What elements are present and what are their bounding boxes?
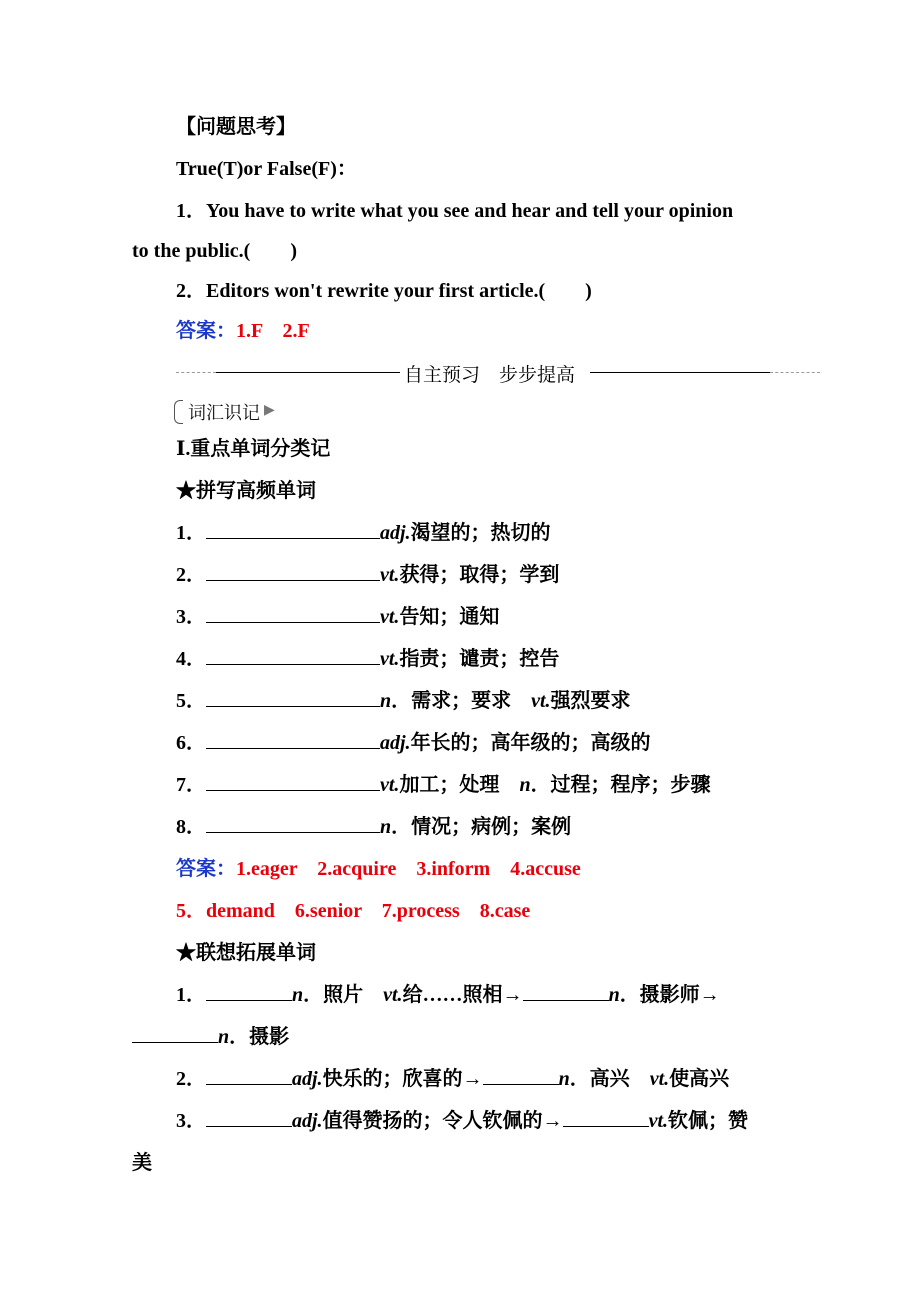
item-number: 1． [176,984,206,1006]
meaning: 告知；通知 [399,606,500,628]
triangle-right-icon: ▶ [264,403,275,418]
meaning: 年长的；高年级的；高级的 [410,732,651,754]
part-of-speech: adj. [380,732,411,754]
answer-blank[interactable] [483,1066,559,1085]
meaning: 快乐的；欣喜的→ [322,1068,483,1090]
meaning: ．摄影 [229,1026,290,1048]
ext-item-1-cont [132,1024,289,1050]
question-1-line-2: to the public.( ) [132,240,297,262]
divider-rule-left [216,372,400,373]
answer-spelling-line-1 [176,856,581,882]
answer-label: 答案： [176,858,236,880]
part-of-speech: vt. [648,1110,668,1132]
subheading-spelling: ★拼写高频单词 [176,480,316,502]
part-of-speech: n [292,984,304,1006]
answer-blank[interactable] [523,982,609,1001]
item-number: 2． [176,564,206,586]
part-of-speech: vt. [649,1068,670,1090]
divider-title: 自主预习 步步提高 [404,364,576,386]
meaning: ．摄影师→ [619,984,720,1006]
meaning: ．过程；程序；步骤 [530,774,711,796]
divider-dash-left [176,372,216,373]
answer-blank[interactable] [206,562,380,581]
answer-blank[interactable] [206,730,380,749]
meaning: 加工；处理 [399,774,520,796]
meaning: 给……照相→ [402,984,523,1006]
part-of-speech: vt. [380,564,400,586]
vocab-item-1 [176,520,551,546]
ext-item-3-cont: 美 [132,1152,152,1174]
part-of-speech: vt. [383,984,403,1006]
meaning: 使高兴 [669,1068,730,1090]
answer-blank[interactable] [206,1108,292,1127]
item-number: 4． [176,648,206,670]
vocab-tag-label: 词汇识记 [188,403,260,424]
item-number: 7． [176,774,206,796]
vocab-item-4 [176,646,559,672]
part-of-speech: n [380,816,392,838]
part-of-speech: n [218,1026,230,1048]
answer-thinking [176,318,310,344]
vocab-item-6 [176,730,651,756]
item-number: 1． [176,522,206,544]
item-number: 2． [176,1068,206,1090]
answer-blank[interactable] [206,604,380,623]
answer-blank[interactable] [206,772,380,791]
answer-blank[interactable] [563,1108,649,1127]
meaning: ．情况；病例；案例 [391,816,572,838]
meaning: 钦佩；赞 [668,1110,748,1132]
subheading-extension: ★联想拓展单词 [176,942,316,964]
meaning: 渴望的；热切的 [410,522,551,544]
answer-blank[interactable] [132,1024,218,1043]
section-divider [176,360,820,386]
question-2: 2．Editors won't rewrite your first article.( ) [176,280,592,302]
answer-blank[interactable] [206,1066,292,1085]
meaning: 强烈要求 [550,690,631,712]
item-number: 8． [176,816,206,838]
bracket-icon [174,400,183,424]
part-of-speech: vt. [531,690,551,712]
answer-blank[interactable] [206,520,380,539]
part-of-speech: adj. [292,1068,323,1090]
part-of-speech: n [558,1068,570,1090]
part-of-speech: n [519,774,531,796]
item-number: 6． [176,732,206,754]
part-of-speech: vt. [380,606,400,628]
meaning: 指责；谴责；控告 [399,648,560,670]
part-of-speech: vt. [380,648,400,670]
answer-blank[interactable] [206,982,292,1001]
meaning: ．需求；要求 [391,690,532,712]
meaning: 值得赞扬的；令人钦佩的→ [322,1110,563,1132]
divider-rule-right [590,372,770,373]
meaning: 获得；取得；学到 [399,564,560,586]
answer-blank[interactable] [206,814,380,833]
ext-item-2 [176,1066,729,1092]
answer-blank[interactable] [206,646,380,665]
item-number: 3． [176,606,206,628]
vocab-item-8 [176,814,571,840]
vocab-item-7 [176,772,711,798]
meaning: ．高兴 [569,1068,650,1090]
answer-blank[interactable] [206,688,380,707]
vocab-item-3 [176,604,499,630]
vocab-item-5 [176,688,631,714]
item-number: 3． [176,1110,206,1132]
part-of-speech: adj. [380,522,411,544]
answer-text: 1.eager 2.acquire 3.inform 4.accuse [236,858,581,880]
vocab-item-2 [176,562,559,588]
item-number: 5． [176,690,206,712]
section-1-heading: Ⅰ.重点单词分类记 [176,438,331,460]
ext-item-3 [176,1108,748,1134]
answer-spelling-line-2: 5．demand 6.senior 7.process 8.case [176,900,531,922]
true-false-intro: True(T)or False(F)： [176,158,357,180]
section-heading-thinking: 【问题思考】 [176,116,296,138]
part-of-speech: adj. [292,1110,323,1132]
divider-dash-right [770,372,820,373]
part-of-speech: n [380,690,392,712]
question-1-line-1: 1．You have to write what you see and hear and tell your opinion [176,200,734,222]
part-of-speech: n [608,984,620,1006]
answer-text: 1.F 2.F [236,320,310,342]
answer-label: 答案： [176,320,236,342]
ext-item-1 [176,982,720,1008]
part-of-speech: vt. [380,774,400,796]
meaning: ．照片 [303,984,384,1006]
